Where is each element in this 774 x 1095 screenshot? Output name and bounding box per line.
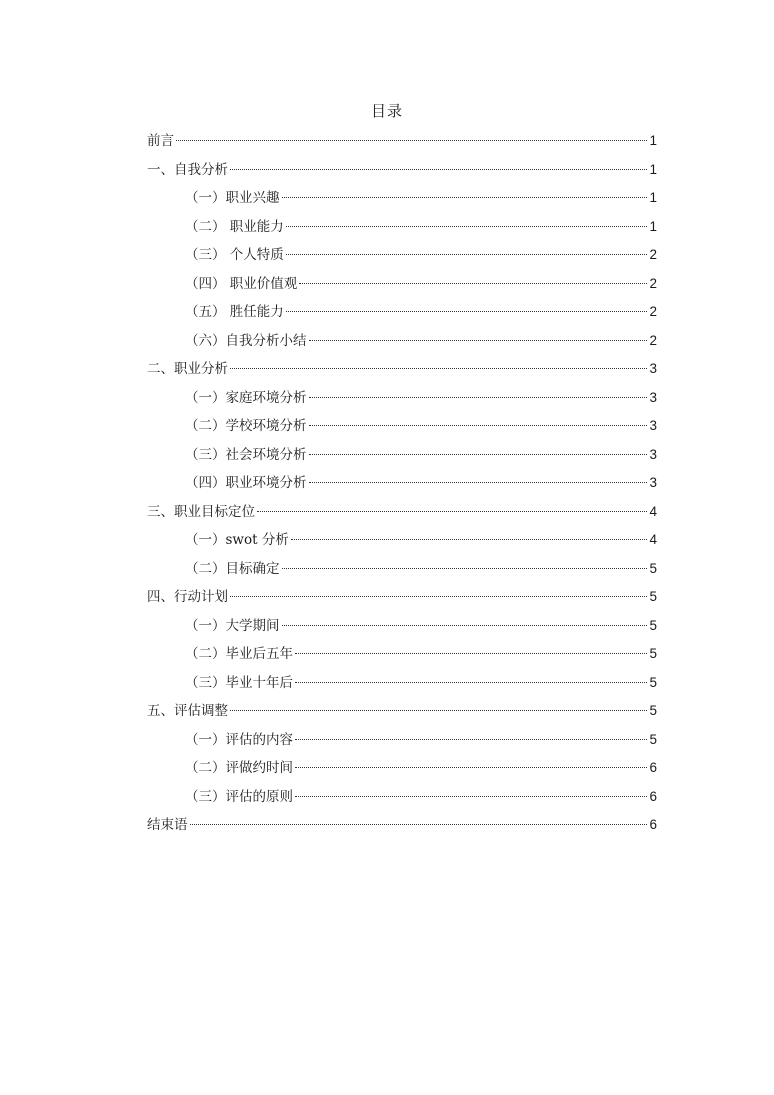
- toc-dot-leader: [176, 140, 647, 141]
- toc-entry-label: （三）评估的原则: [185, 788, 293, 805]
- toc-dot-leader: [295, 767, 647, 768]
- toc-entry-page-number: 1: [649, 161, 657, 177]
- toc-dot-leader: [309, 340, 648, 341]
- toc-entry-page-number: 6: [649, 788, 657, 804]
- toc-entry[interactable]: [147, 272, 657, 301]
- toc-entry-label: 四、行动计划: [147, 589, 228, 605]
- toc-entry[interactable]: [147, 500, 657, 529]
- toc-dot-leader: [295, 653, 647, 654]
- toc-entry-label: （一）家庭环境分析: [185, 389, 307, 406]
- toc-dot-leader: [257, 511, 647, 512]
- toc-entry-label: （一）大学期间: [185, 617, 280, 634]
- toc-entry[interactable]: [147, 129, 657, 158]
- toc-dot-leader: [230, 710, 647, 711]
- toc-dot-leader: [286, 311, 647, 312]
- toc-title: 目录: [370, 102, 403, 120]
- toc-entry[interactable]: [147, 528, 657, 557]
- toc-dot-leader: [286, 226, 647, 227]
- toc-entry[interactable]: [147, 756, 657, 785]
- toc-entry-label: （四）职业环境分析: [185, 475, 307, 491]
- toc-entry[interactable]: [147, 300, 657, 329]
- toc-entry-page-number: 5: [649, 703, 657, 718]
- toc-entry[interactable]: [147, 671, 657, 700]
- toc-dot-leader: [309, 425, 648, 426]
- toc-entry-page-number: 5: [649, 674, 657, 690]
- toc-dot-leader: [291, 539, 647, 540]
- toc-entry-label: （三）毕业十年后: [185, 674, 293, 691]
- toc-entry[interactable]: [147, 728, 657, 757]
- toc-entry[interactable]: [147, 699, 657, 728]
- toc-entry-label: 五、评估调整: [147, 703, 228, 719]
- toc-entry-page-number: 4: [649, 532, 657, 547]
- toc-entry-page-number: 5: [649, 589, 657, 604]
- toc-dot-leader: [309, 454, 648, 455]
- toc-entry-label: （一）职业兴趣: [185, 190, 280, 206]
- toc-entry[interactable]: [147, 642, 657, 671]
- toc-entry-label: （三） 个人特质: [185, 247, 284, 263]
- toc-entry[interactable]: [147, 243, 657, 272]
- toc-entry-label: 一、自我分析: [147, 161, 228, 178]
- toc-entry-page-number: 1: [649, 218, 657, 234]
- toc-entry-page-number: 2: [649, 275, 657, 291]
- toc-entry-label: （三）社会环境分析: [185, 446, 307, 463]
- toc-entry-page-number: 1: [649, 133, 657, 148]
- toc-entry-page-number: 5: [649, 646, 657, 661]
- toc-entry-page-number: 2: [649, 304, 657, 319]
- toc-entry-label: （二） 职业能力: [185, 218, 284, 235]
- toc-entry[interactable]: [147, 386, 657, 415]
- toc-entry-label: （二）学校环境分析: [185, 418, 307, 434]
- toc-entry-label: （一）评估的内容: [185, 731, 293, 748]
- toc-entry-page-number: 5: [649, 731, 657, 747]
- toc-entry-page-number: 6: [649, 817, 657, 832]
- toc-entry-label: 前言: [147, 133, 174, 149]
- table-of-contents: [147, 129, 657, 842]
- toc-dot-leader: [282, 625, 648, 626]
- toc-entry-label: （二）毕业后五年: [185, 646, 293, 662]
- toc-entry-page-number: 4: [649, 503, 657, 519]
- toc-entry[interactable]: [147, 471, 657, 500]
- toc-entry[interactable]: [147, 443, 657, 472]
- toc-dot-leader: [286, 254, 647, 255]
- toc-dot-leader: [230, 596, 647, 597]
- toc-dot-leader: [295, 682, 647, 683]
- toc-entry-page-number: 5: [649, 617, 657, 633]
- toc-entry-page-number: 3: [649, 446, 657, 462]
- toc-entry[interactable]: [147, 414, 657, 443]
- toc-dot-leader: [282, 568, 648, 569]
- toc-dot-leader: [230, 169, 647, 170]
- toc-dot-leader: [295, 796, 647, 797]
- toc-dot-leader: [282, 197, 648, 198]
- toc-entry-label: 二、职业分析: [147, 361, 228, 377]
- toc-entry[interactable]: [147, 186, 657, 215]
- toc-dot-leader: [230, 368, 647, 369]
- toc-entry[interactable]: [147, 557, 657, 586]
- toc-entry[interactable]: [147, 329, 657, 358]
- toc-entry-page-number: 6: [649, 760, 657, 775]
- toc-entry-label: （四） 职业价值观: [185, 275, 298, 292]
- toc-entry[interactable]: [147, 785, 657, 814]
- toc-entry-page-number: 5: [649, 560, 657, 576]
- toc-entry-label: （六）自我分析小结: [185, 332, 307, 349]
- toc-entry-page-number: 1: [649, 190, 657, 205]
- toc-entry[interactable]: [147, 215, 657, 244]
- toc-entry-page-number: 3: [649, 418, 657, 433]
- toc-entry[interactable]: [147, 585, 657, 614]
- toc-dot-leader: [309, 397, 648, 398]
- toc-entry-label: 三、职业目标定位: [147, 503, 255, 520]
- toc-entry[interactable]: [147, 614, 657, 643]
- toc-entry[interactable]: [147, 357, 657, 386]
- toc-entry[interactable]: [147, 158, 657, 187]
- toc-entry-page-number: 2: [649, 332, 657, 348]
- toc-entry-page-number: 2: [649, 247, 657, 262]
- toc-entry-page-number: 3: [649, 389, 657, 405]
- toc-entry-label: （二）目标确定: [185, 560, 280, 577]
- toc-entry-label: （二）评做约时间: [185, 760, 293, 776]
- toc-dot-leader: [190, 824, 648, 825]
- toc-entry-label: （一）swot 分析: [185, 532, 289, 548]
- toc-dot-leader: [299, 283, 647, 284]
- toc-dot-leader: [309, 482, 648, 483]
- toc-entry-page-number: 3: [649, 475, 657, 490]
- toc-entry-label: （五） 胜任能力: [185, 304, 284, 320]
- toc-dot-leader: [295, 739, 647, 740]
- toc-entry[interactable]: [147, 813, 657, 842]
- toc-entry-page-number: 3: [649, 361, 657, 376]
- toc-entry-label: 结束语: [147, 817, 188, 833]
